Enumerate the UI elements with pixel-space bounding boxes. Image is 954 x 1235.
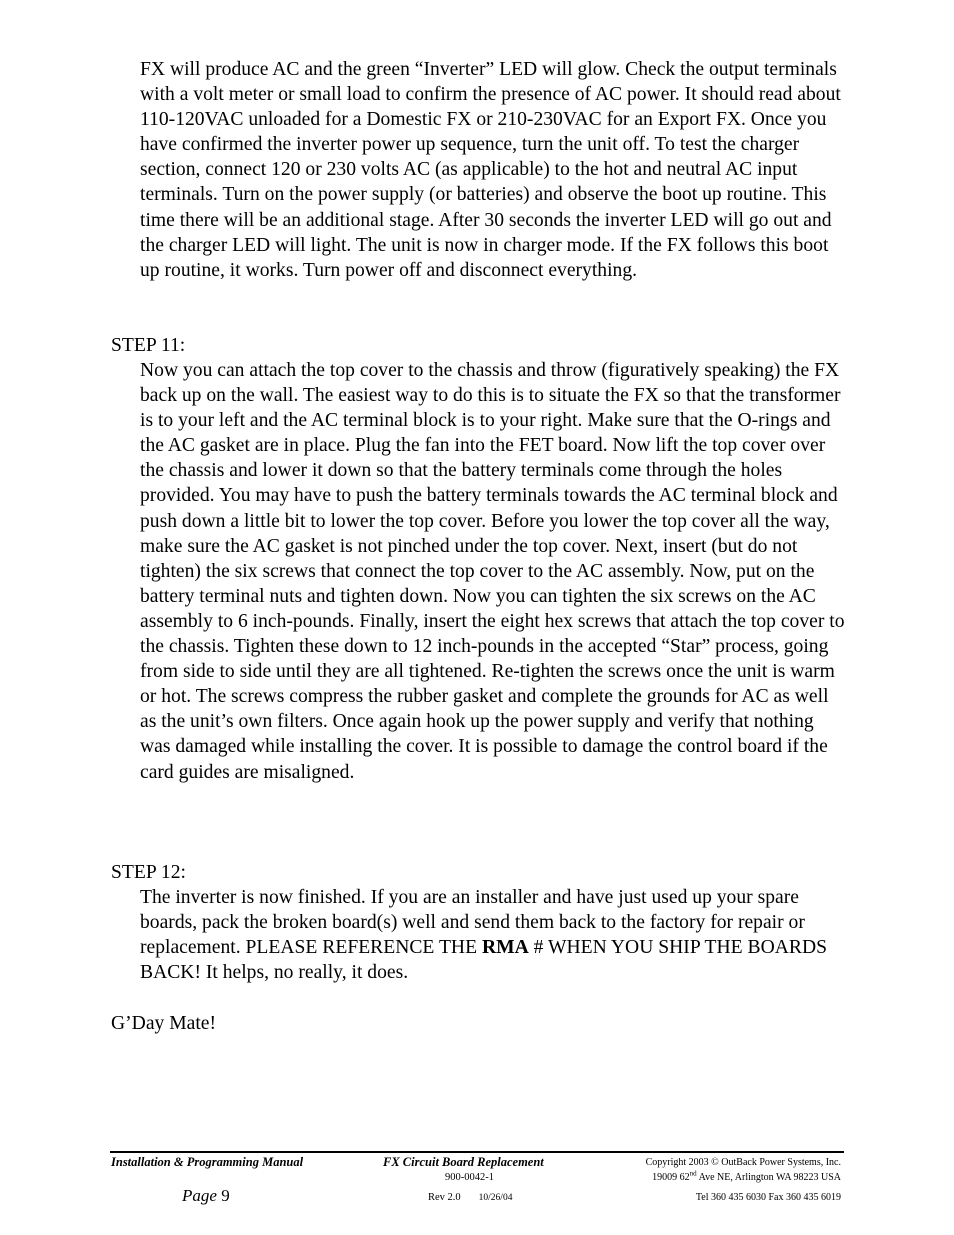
closing-line: G’Day Mate! [111,1013,217,1034]
page-number: 9 [221,1186,230,1205]
footer-date: 10/26/04 [478,1193,513,1203]
step-12-heading: STEP 12: [111,862,186,883]
footer-rev: Rev 2.0 [428,1192,461,1203]
footer-manual-title: Installation & Programming Manual [111,1155,304,1169]
step-11-body: Now you can attach the top cover to the chassis and throw (figuratively speaking) the FX back up on the wall. The easiest way to do this is to situate the FX so that the transformer is to your left and the AC terminal block is to your right. Make sure that the O-rings and the AC gasket are in place. Plug the fan into the FET board. Now lift the top cover over the chassis and lower it down so that the battery terminals come through the holes provided. You may have to push the battery terminals towards the AC terminal block and push down a little bit to lower the top cover. Before you lower the top cover all the way, make sure the AC gasket is not pinched under the top cover. Next, insert (but do not tighten) the six screws that connect the top cover to the AC assembly. Now, put on the battery terminal nuts and tighten down. Now you can tighten the six screws on the AC assembly to 6 inch-pounds. Finally, insert the eight hex screws that attach the top cover to the chassis. Tighten these down to 12 inch-pounds in the accepted “Star” process, going from side to side until they are all tightened. Re-tighten the screws once the unit is warm or hot. The screws compress the rubber gasket and complete the grounds for AC as well as the unit’s own filters. Once again hook up the power supply and verify that nothing was damaged while installing the cover. It is possible to damage the control board if the card guides are misaligned. [140,360,845,783]
address-number: 19009 62 [652,1172,690,1183]
footer-doc-number: 900-0042-1 [445,1172,494,1183]
step-11-heading: STEP 11: [111,335,186,356]
page-label: Page [182,1186,217,1205]
address-ordinal: nd [689,1169,697,1178]
footer-phone-fax: Tel 360 435 6030 Fax 360 435 6019 [695,1192,841,1203]
footer-doc-title: FX Circuit Board Replacement [383,1155,544,1169]
address-street: Ave NE, Arlington WA 98223 USA [696,1172,841,1183]
step-12-body [140,885,846,985]
footer-address [652,1169,841,1183]
footer-page-number [182,1186,230,1206]
footer-divider [110,1151,844,1153]
rma-emphasis: RMA [481,937,529,959]
step-12-body-text-end: # WHEN YOU SHIP THE BOARDS BACK! It helps, no really, it does. [140,937,828,984]
step-12-body-text: The inverter is now finished. If you are an installer and have just used up your spare boards, pack the broken board(s) well and send them back to the factory for repair or replacement. PLEASE REFERENCE THE [140,887,805,959]
footer-revision [428,1192,512,1203]
footer-copyright: Copyright 2003 © OutBack Power Systems, Inc. [645,1157,841,1168]
intro-paragraph: FX will produce AC and the green “Inverter” LED will glow. Check the output terminals with a volt meter or small load to confirm the presence of AC power. It should read about 110-120VAC unloaded for a Domestic FX or 210-230VAC for an Export FX. Once you have confirmed the inverter power up sequence, turn the unit off. To test the charger section, connect 120 or 230 volts AC (as applicable) to the hot and neutral AC input terminals. Turn on the power supply (or batteries) and observe the boot up routine. This time there will be an additional stage. After 30 seconds the inverter LED will go out and the charger LED will light. The unit is now in charger mode. If the FX follows this boot up routine, it works. Turn power off and disconnect everything. [140,59,841,281]
